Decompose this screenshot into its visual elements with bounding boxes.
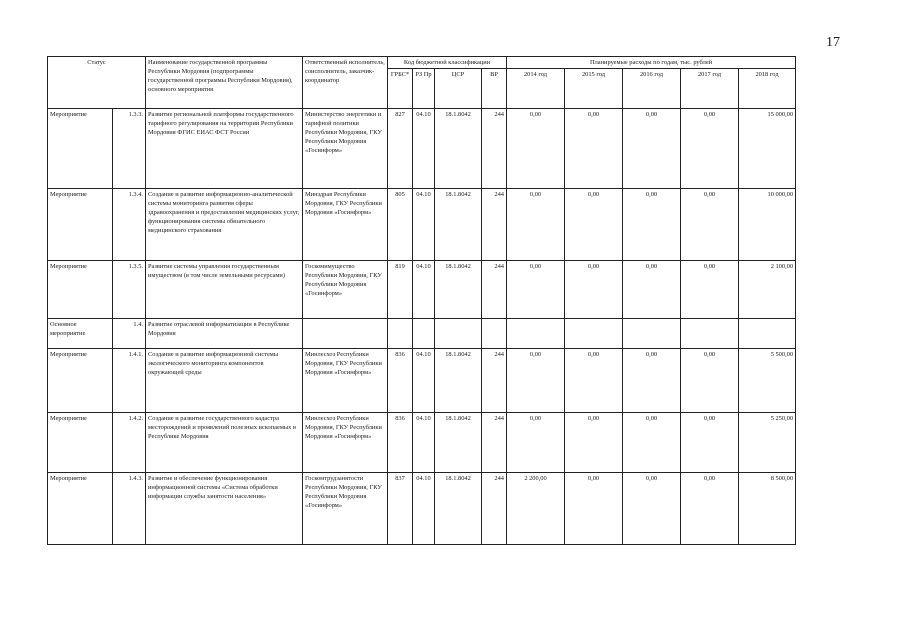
rzpr-cell: 04.10 [413,413,435,473]
header-budget-code: Код бюджетной классификации [388,57,507,69]
csr-cell: 18.1.8042 [435,261,482,319]
value-2017-cell: 0,00 [681,261,739,319]
grbs-cell: 836 [388,349,413,413]
table-row [48,473,796,545]
rzpr-cell: 04.10 [413,189,435,261]
table-row [48,319,796,349]
header-grbs: ГРБС* [388,69,413,109]
status-cell: Мероприятие [48,109,113,189]
header-rzpr: РЗ Пр [413,69,435,109]
name-cell: Развитие и обеспечение функционирования информационной системы «Система обработки информации службы занятости населения» [146,473,303,545]
number-cell: 1.4. [113,319,146,349]
vr-cell: 244 [482,261,507,319]
vr-cell: 244 [482,189,507,261]
vr-cell [482,319,507,349]
value-2016-cell: 0,00 [623,473,681,545]
executor-cell: Минлесхоз Республики Мордовия, ГКУ Республики Мордовия «Госинформ» [303,349,388,413]
table-row [48,349,796,413]
name-cell: Развитие отраслевой информатизации в Республике Мордовия [146,319,303,349]
number-cell: 1.3.3. [113,109,146,189]
value-2014-cell: 0,00 [507,109,565,189]
value-2014-cell [507,319,565,349]
grbs-cell: 836 [388,413,413,473]
value-2014-cell: 2 200,00 [507,473,565,545]
table-header-row [48,57,796,69]
vr-cell: 244 [482,473,507,545]
executor-cell: Минздрав Республики Мордовия, ГКУ Республики Мордовия «Госинформ» [303,189,388,261]
status-cell: Мероприятие [48,413,113,473]
rzpr-cell: 04.10 [413,109,435,189]
table-row [48,189,796,261]
name-cell: Создание и развитие государственного кадастра месторождений и проявлений полезных ископаемых в Республике Мордовия [146,413,303,473]
value-2016-cell: 0,00 [623,413,681,473]
table-row [48,261,796,319]
csr-cell: 18.1.8042 [435,349,482,413]
value-2015-cell: 0,00 [565,109,623,189]
number-cell: 1.4.2. [113,413,146,473]
value-2015-cell: 0,00 [565,189,623,261]
csr-cell: 18.1.8042 [435,413,482,473]
value-2014-cell: 0,00 [507,349,565,413]
value-2016-cell: 0,00 [623,349,681,413]
status-cell: Мероприятие [48,473,113,545]
value-2018-cell: 2 100,00 [739,261,796,319]
executor-cell: Госкомтрудзанятости Республики Мордовия, ГКУ Республики Мордовия «Госинформ» [303,473,388,545]
header-executor: Ответственный исполнитель, соисполнитель, заказчик-координатор [303,57,388,109]
header-year-2017: 2017 год [681,69,739,109]
value-2017-cell: 0,00 [681,109,739,189]
number-cell: 1.3.4. [113,189,146,261]
value-2017-cell: 0,00 [681,189,739,261]
grbs-cell [388,319,413,349]
vr-cell: 244 [482,349,507,413]
table-row [48,109,796,189]
name-cell: Создание и развитие информационной системы экологического мониторинга компонентов окружающей среды [146,349,303,413]
value-2016-cell: 0,00 [623,189,681,261]
rzpr-cell: 04.10 [413,261,435,319]
table-row [48,413,796,473]
header-expenses: Планируемые расходы по годам, тыс. рублей [507,57,796,69]
number-cell: 1.4.1. [113,349,146,413]
header-name: Наименование государственной программы Республики Мордовия (подпрограммы государственной программы Республики Мордовия), основного мероприятия [146,57,303,109]
name-cell: Развитие системы управления государственным имуществом (в том числе земельными ресурсами) [146,261,303,319]
csr-cell: 18.1.8042 [435,473,482,545]
value-2018-cell: 8 500,00 [739,473,796,545]
status-cell: Основное мероприятие [48,319,113,349]
value-2017-cell: 0,00 [681,413,739,473]
value-2018-cell: 10 000,00 [739,189,796,261]
value-2014-cell: 0,00 [507,413,565,473]
rzpr-cell: 04.10 [413,473,435,545]
value-2017-cell: 0,00 [681,473,739,545]
header-vr: ВР [482,69,507,109]
vr-cell: 244 [482,109,507,189]
program-expenses-table [47,56,796,545]
executor-cell: Министерство энергетики и тарифной политики Республики Мордовия, ГКУ Республики Мордовия «Госинформ» [303,109,388,189]
rzpr-cell: 04.10 [413,349,435,413]
value-2018-cell: 15 000,00 [739,109,796,189]
name-cell: Развитие региональной платформы государственного тарифного регулирования на территории Республики Мордовия ФГИС ЕИАС ФСТ России [146,109,303,189]
header-year-2018: 2018 год [739,69,796,109]
value-2018-cell: 5 500,00 [739,349,796,413]
value-2017-cell: 0,00 [681,349,739,413]
number-cell: 1.3.5. [113,261,146,319]
vr-cell: 244 [482,413,507,473]
header-csr: ЦСР [435,69,482,109]
value-2015-cell: 0,00 [565,413,623,473]
csr-cell: 18.1.8042 [435,109,482,189]
grbs-cell: 837 [388,473,413,545]
executor-cell: Минлесхоз Республики Мордовия, ГКУ Республики Мордовия «Госинформ» [303,413,388,473]
value-2015-cell: 0,00 [565,349,623,413]
value-2018-cell [739,319,796,349]
header-status: Статус [48,57,146,109]
header-year-2014: 2014 год [507,69,565,109]
header-year-2015: 2015 год [565,69,623,109]
grbs-cell: 819 [388,261,413,319]
executor-cell: Госкомимущество Республики Мордовия, ГКУ Республики Мордовия «Госинформ» [303,261,388,319]
number-cell: 1.4.3. [113,473,146,545]
executor-cell [303,319,388,349]
value-2015-cell: 0,00 [565,473,623,545]
value-2014-cell: 0,00 [507,189,565,261]
value-2015-cell: 0,00 [565,261,623,319]
grbs-cell: 827 [388,109,413,189]
csr-cell: 18.1.8042 [435,189,482,261]
value-2016-cell [623,319,681,349]
value-2016-cell: 0,00 [623,261,681,319]
csr-cell [435,319,482,349]
status-cell: Мероприятие [48,261,113,319]
status-cell: Мероприятие [48,189,113,261]
value-2016-cell: 0,00 [623,109,681,189]
value-2017-cell [681,319,739,349]
name-cell: Создание и развитие информационно-аналитической системы мониторинга развития сферы здравоохранения и предоставления медицинских услуг, функционирования системы обязательного медицинского страхования [146,189,303,261]
page-number: 17 [826,35,840,50]
grbs-cell: 805 [388,189,413,261]
value-2015-cell [565,319,623,349]
value-2014-cell: 0,00 [507,261,565,319]
rzpr-cell [413,319,435,349]
header-year-2016: 2016 год [623,69,681,109]
value-2018-cell: 5 250,00 [739,413,796,473]
status-cell: Мероприятие [48,349,113,413]
